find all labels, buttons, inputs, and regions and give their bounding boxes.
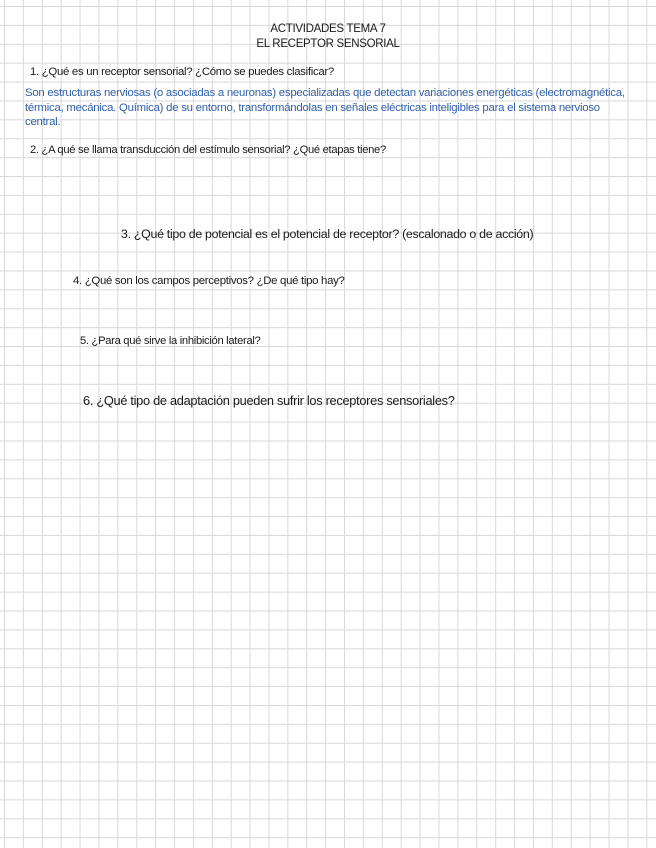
question-6: 6. ¿Qué tipo de adaptación pueden sufrir los receptores sensoriales? [83, 393, 455, 408]
question-3: 3. ¿Qué tipo de potencial es el potencial de receptor? (escalonado o de acción) [121, 227, 534, 241]
question-2: 2. ¿A qué se llama transducción del estímulo sensorial? ¿Qué etapas tiene? [30, 144, 386, 156]
question-1: 1. ¿Qué es un receptor sensorial? ¿Cómo se puedes clasificar? [30, 66, 334, 78]
question-4: 4. ¿Qué son los campos perceptivos? ¿De qué tipo hay? [73, 275, 345, 287]
answer-1: Son estructuras nerviosas (o asociadas a neuronas) especializadas que detectan variaciones energéticas (electromagnética, térmica, mecánica. Química) de su entorno, transformándolas en señales eléctricas inteligibles para el sistema nervioso central. [25, 87, 625, 129]
worksheet-title: ACTIVIDADES TEMA 7 [270, 23, 386, 35]
worksheet-subtitle: EL RECEPTOR SENSORIAL [256, 38, 400, 50]
question-5: 5. ¿Para qué sirve la inhibición lateral? [80, 335, 261, 347]
